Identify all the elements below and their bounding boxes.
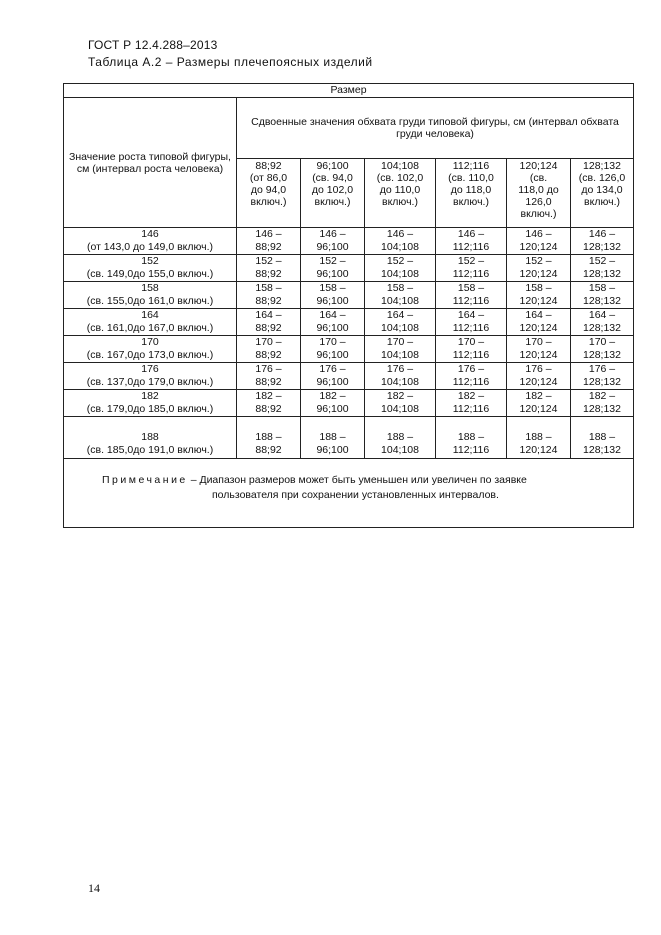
size-cell-chest: 96;100 <box>316 376 349 388</box>
size-cell-chest: 112;116 <box>452 322 490 334</box>
height-value: 176 <box>141 363 159 375</box>
size-table <box>63 83 634 528</box>
height-header: Значение роста типовой фигуры, см (интервал роста человека) <box>64 98 237 228</box>
size-cell-chest: 104;108 <box>381 349 419 361</box>
chest-range-interval: (св. <box>529 172 548 184</box>
size-cell <box>436 417 507 459</box>
size-cell <box>237 309 301 336</box>
table-row <box>64 309 634 336</box>
size-cell <box>571 363 634 390</box>
size-cell-chest: 128;132 <box>583 349 621 361</box>
chest-range-interval: до 102,0 <box>311 184 354 196</box>
height-value: 164 <box>141 309 159 321</box>
size-cell <box>436 390 507 417</box>
chest-range-interval: до 110,0 <box>379 184 421 196</box>
size-cell-chest: 88;92 <box>255 241 282 253</box>
size-cell <box>237 336 301 363</box>
height-cell <box>64 336 237 363</box>
size-cell-chest: 128;132 <box>583 376 621 388</box>
size-cell-height: 176 – <box>457 363 485 375</box>
size-cell-height: 182 – <box>457 390 485 402</box>
size-cell-height: 182 – <box>255 390 282 402</box>
table-row <box>64 228 634 255</box>
size-cell-height: 164 – <box>457 309 485 321</box>
height-range: (св. 179,0до 185,0 включ.) <box>86 403 214 415</box>
size-cell <box>365 363 436 390</box>
size-cell <box>301 363 365 390</box>
chest-range-cell <box>237 159 301 228</box>
height-range: (св. 161,0до 167,0 включ.) <box>86 322 214 334</box>
size-cell-height: 158 – <box>386 282 414 294</box>
size-cell <box>365 417 436 459</box>
size-cell <box>365 336 436 363</box>
size-cell-height: 152 – <box>588 255 616 267</box>
size-cell-height: 188 – <box>386 431 414 443</box>
chest-range-interval: 118,0 до <box>518 184 559 196</box>
size-cell <box>237 363 301 390</box>
chest-range-interval: включ.) <box>314 196 351 208</box>
size-cell-chest: 96;100 <box>316 268 349 280</box>
height-range: (св. 137,0до 179,0 включ.) <box>86 376 214 388</box>
table-row <box>64 363 634 390</box>
size-cell <box>436 255 507 282</box>
height-cell <box>64 255 237 282</box>
size-cell-chest: 96;100 <box>316 241 349 253</box>
size-cell-height: 182 – <box>319 390 346 402</box>
size-cell <box>507 255 571 282</box>
size-cell-chest: 120;124 <box>519 376 558 388</box>
size-cell-height: 164 – <box>525 309 552 321</box>
chest-range-value: 104;108 <box>381 160 419 172</box>
size-cell-chest: 88;92 <box>255 295 282 307</box>
size-cell <box>365 282 436 309</box>
size-cell-chest: 96;100 <box>316 444 349 456</box>
height-cell <box>64 417 237 459</box>
chest-range-interval: до 118,0 <box>450 184 492 196</box>
size-cell-height: 146 – <box>386 228 414 240</box>
size-cell <box>571 228 634 255</box>
size-cell-height: 170 – <box>588 336 616 348</box>
size-cell-height: 188 – <box>588 431 616 443</box>
size-cell <box>237 228 301 255</box>
table-row <box>64 255 634 282</box>
size-cell-chest: 112;116 <box>452 444 490 456</box>
height-range: (св. 155,0до 161,0 включ.) <box>86 295 214 307</box>
size-cell-chest: 104;108 <box>381 403 419 415</box>
size-cell-height: 170 – <box>525 336 552 348</box>
size-cell <box>365 228 436 255</box>
size-cell-height: 170 – <box>457 336 485 348</box>
chest-range-value: 128;132 <box>583 160 621 172</box>
chest-range-value: 120;124 <box>519 160 558 172</box>
size-cell <box>301 417 365 459</box>
chest-range-interval: до 134,0 <box>581 184 623 196</box>
size-cell <box>301 228 365 255</box>
size-cell-height: 158 – <box>255 282 282 294</box>
size-cell-height: 158 – <box>525 282 552 294</box>
size-cell-chest: 120;124 <box>519 349 558 361</box>
size-cell <box>436 282 507 309</box>
chest-range-interval: (св. 102,0 <box>376 172 424 184</box>
height-cell <box>64 390 237 417</box>
size-cell-chest: 104;108 <box>381 322 419 334</box>
size-cell-height: 164 – <box>319 309 346 321</box>
size-cell-height: 170 – <box>319 336 346 348</box>
size-cell-height: 146 – <box>457 228 485 240</box>
size-cell-height: 146 – <box>525 228 552 240</box>
size-cell-chest: 104;108 <box>381 268 419 280</box>
size-cell-height: 188 – <box>457 431 485 443</box>
table-caption: Таблица А.2 – Размеры плечепоясных изделий <box>88 55 373 69</box>
size-cell <box>507 363 571 390</box>
chest-range-cell <box>301 159 365 228</box>
note-row <box>64 459 634 528</box>
size-cell-height: 152 – <box>386 255 414 267</box>
size-cell-height: 182 – <box>588 390 616 402</box>
height-range: (св. 149,0до 155,0 включ.) <box>86 268 214 280</box>
size-cell-height: 152 – <box>457 255 485 267</box>
note-cell <box>64 459 634 528</box>
chest-header: Сдвоенные значения обхвата груди типовой фигуры, см (интервал обхвата груди человека) <box>237 98 634 159</box>
chest-range-interval: (св. 126,0 <box>578 172 626 184</box>
size-cell-chest: 128;132 <box>583 403 621 415</box>
size-cell-chest: 88;92 <box>255 349 282 361</box>
chest-range-interval: включ.) <box>250 196 287 208</box>
size-cell-height: 158 – <box>588 282 616 294</box>
height-value: 152 <box>141 255 159 267</box>
height-range: (св. 185,0до 191,0 включ.) <box>86 444 214 456</box>
size-cell-chest: 96;100 <box>316 349 349 361</box>
size-cell <box>571 282 634 309</box>
height-range: (от 143,0 до 149,0 включ.) <box>86 241 214 253</box>
size-cell <box>237 390 301 417</box>
size-cell-chest: 120;124 <box>519 295 558 307</box>
size-cell-height: 146 – <box>255 228 282 240</box>
chest-range-cell <box>365 159 436 228</box>
size-cell-chest: 120;124 <box>519 444 558 456</box>
size-cell-height: 176 – <box>588 363 616 375</box>
size-cell <box>571 417 634 459</box>
size-cell <box>507 336 571 363</box>
chest-range-interval: 126,0 <box>525 196 552 208</box>
size-cell-height: 146 – <box>588 228 616 240</box>
chest-range-interval: (от 86,0 <box>249 172 288 184</box>
table-row <box>64 417 634 459</box>
chest-range-cell <box>436 159 507 228</box>
height-value: 158 <box>141 282 159 294</box>
size-cell-chest: 120;124 <box>519 403 558 415</box>
size-cell-height: 170 – <box>255 336 282 348</box>
size-cell-chest: 112;116 <box>452 268 490 280</box>
size-cell-height: 176 – <box>525 363 552 375</box>
size-cell <box>301 390 365 417</box>
size-cell-height: 164 – <box>386 309 414 321</box>
chest-range-cell <box>507 159 571 228</box>
note-line-1 <box>102 473 623 488</box>
size-cell-height: 158 – <box>457 282 485 294</box>
size-header-row <box>64 84 634 98</box>
size-cell <box>301 255 365 282</box>
size-cell <box>507 417 571 459</box>
size-cell-height: 152 – <box>255 255 282 267</box>
size-cell <box>365 390 436 417</box>
size-cell-chest: 104;108 <box>381 376 419 388</box>
size-cell-chest: 112;116 <box>452 295 490 307</box>
size-cell-height: 188 – <box>319 431 346 443</box>
size-cell-height: 146 – <box>319 228 346 240</box>
size-cell-chest: 96;100 <box>316 403 349 415</box>
size-cell <box>365 255 436 282</box>
size-cell-chest: 128;132 <box>583 241 621 253</box>
size-cell <box>301 282 365 309</box>
chest-range-value: 96;100 <box>316 160 349 172</box>
size-cell-height: 164 – <box>588 309 616 321</box>
table-row <box>64 282 634 309</box>
size-cell-chest: 88;92 <box>255 322 282 334</box>
size-cell-chest: 128;132 <box>583 295 621 307</box>
size-cell <box>507 282 571 309</box>
size-cell <box>301 336 365 363</box>
chest-range-cell <box>571 159 634 228</box>
table-row <box>64 336 634 363</box>
chest-range-value: 88;92 <box>255 160 282 172</box>
height-cell <box>64 228 237 255</box>
size-cell-height: 152 – <box>525 255 552 267</box>
chest-range-interval: включ.) <box>520 208 557 220</box>
size-cell <box>237 255 301 282</box>
size-cell-height: 176 – <box>386 363 414 375</box>
height-cell <box>64 363 237 390</box>
size-cell-height: 158 – <box>319 282 346 294</box>
size-cell-chest: 88;92 <box>255 444 282 456</box>
size-cell-height: 188 – <box>525 431 552 443</box>
size-cell-chest: 96;100 <box>316 295 349 307</box>
size-cell <box>571 255 634 282</box>
height-cell <box>64 309 237 336</box>
size-cell-chest: 88;92 <box>255 376 282 388</box>
chest-range-interval: включ.) <box>382 196 418 208</box>
size-cell <box>507 309 571 336</box>
document-code: ГОСТ Р 12.4.288–2013 <box>88 38 218 52</box>
height-cell <box>64 282 237 309</box>
height-value: 146 <box>141 228 159 240</box>
size-cell <box>436 363 507 390</box>
size-cell-height: 152 – <box>319 255 346 267</box>
note-text: – Диапазон размеров может быть уменьшен или увеличен по заявке <box>187 474 527 486</box>
size-cell <box>237 282 301 309</box>
size-cell-chest: 128;132 <box>583 444 621 456</box>
height-value: 182 <box>141 390 159 402</box>
note-line-2: пользователя при сохранении установленных интервалов. <box>212 489 499 501</box>
size-cell-chest: 88;92 <box>255 268 282 280</box>
size-cell-chest: 128;132 <box>583 268 621 280</box>
size-cell-chest: 112;116 <box>452 241 490 253</box>
size-header: Размер <box>64 84 634 98</box>
chest-range-value: 112;116 <box>452 160 490 172</box>
size-cell-height: 176 – <box>319 363 346 375</box>
size-cell-height: 182 – <box>386 390 414 402</box>
size-cell-chest: 104;108 <box>381 444 419 456</box>
size-cell <box>507 390 571 417</box>
chest-range-interval: включ.) <box>453 196 489 208</box>
size-cell-height: 164 – <box>255 309 282 321</box>
size-cell-height: 188 – <box>255 431 282 443</box>
size-cell-chest: 104;108 <box>381 295 419 307</box>
height-value: 188 <box>141 431 159 443</box>
size-cell <box>237 417 301 459</box>
size-cell <box>301 309 365 336</box>
size-cell-chest: 112;116 <box>452 349 490 361</box>
height-range: (св. 167,0до 173,0 включ.) <box>86 349 214 361</box>
size-cell-chest: 120;124 <box>519 268 558 280</box>
size-cell-height: 176 – <box>255 363 282 375</box>
page-number: 14 <box>88 881 100 895</box>
chest-range-interval: до 94,0 <box>250 184 287 196</box>
size-cell <box>571 309 634 336</box>
size-cell-chest: 120;124 <box>519 241 558 253</box>
table-row <box>64 390 634 417</box>
size-cell <box>571 390 634 417</box>
chest-range-interval: включ.) <box>584 196 620 208</box>
size-cell-chest: 112;116 <box>452 403 490 415</box>
size-cell <box>365 309 436 336</box>
size-cell-chest: 120;124 <box>519 322 558 334</box>
size-cell-chest: 88;92 <box>255 403 282 415</box>
size-cell <box>507 228 571 255</box>
height-value: 170 <box>141 336 159 348</box>
size-cell <box>571 336 634 363</box>
size-cell-chest: 112;116 <box>452 376 490 388</box>
size-cell-chest: 104;108 <box>381 241 419 253</box>
size-cell <box>436 309 507 336</box>
size-cell-height: 182 – <box>525 390 552 402</box>
size-cell <box>436 336 507 363</box>
size-cell-chest: 128;132 <box>583 322 621 334</box>
column-header-row <box>64 98 634 159</box>
chest-range-interval: (св. 110,0 <box>448 172 494 184</box>
chest-range-interval: (св. 94,0 <box>312 172 353 184</box>
size-cell-height: 170 – <box>386 336 414 348</box>
size-cell-chest: 96;100 <box>316 322 349 334</box>
note-label: Примечание <box>102 474 188 486</box>
size-cell <box>436 228 507 255</box>
